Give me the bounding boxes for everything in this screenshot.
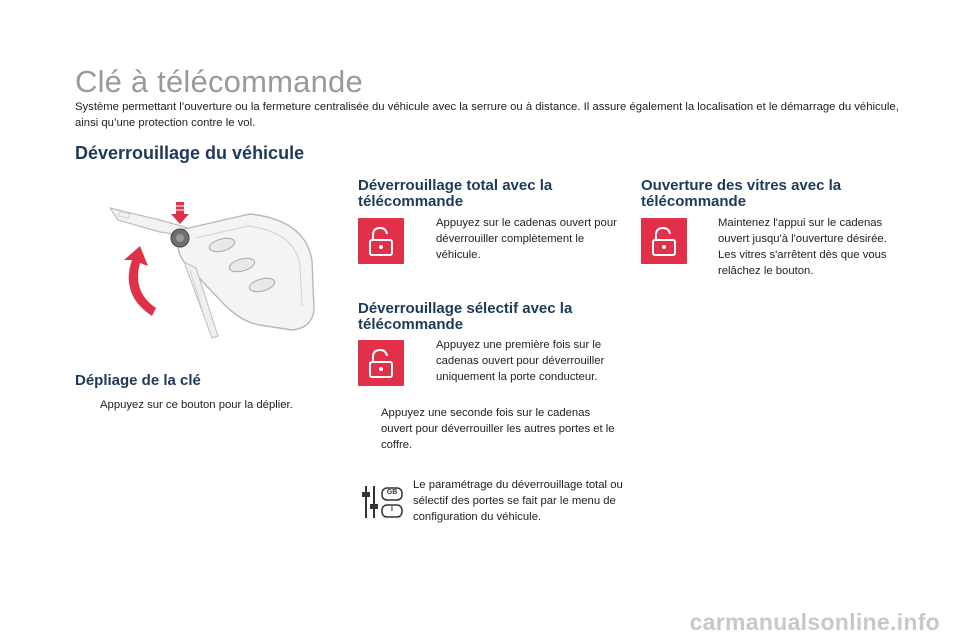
selective-unlock-second-text: Appuyez une seconde fois sur le cadenas ouvert pour déverrouiller les autres portes et le coffre. [381, 407, 615, 451]
section-title: Déverrouillage du véhicule [75, 143, 305, 163]
selective-unlock-heading: Déverrouillage sélectif avec la télécommande [358, 300, 573, 333]
bullet-glyph [363, 405, 381, 453]
selective-unlock-first-instruction [418, 337, 623, 385]
intro-paragraph: Système permettant l’ouverture ou la fermeture centralisée du véhicule avec la serrure ou à distance. Il assure également la localisation et le démarrage du véhicule, ainsi qu’une protection contre le vol. [75, 101, 899, 129]
unlock-icon [641, 218, 687, 264]
key-remote-illustration [100, 190, 325, 350]
settings-sliders-icon [360, 482, 406, 522]
badge-gb: GB [386, 489, 398, 496]
selective-unlock-first-text: Appuyez une première fois sur le cadenas ouvert pour déverrouiller uniquement la porte conducteur. [436, 339, 605, 383]
window-opening-text: Maintenez l'appui sur le cadenas ouvert jusqu'à l'ouverture désirée. Les vitres s'arrêtent dès que vous relâchez le bouton. [718, 217, 887, 277]
window-opening-instruction [700, 215, 905, 279]
page-title: Clé à télécommande [75, 64, 363, 99]
unlock-icon [358, 340, 404, 386]
watermark: carmanualsonline.info [689, 609, 940, 635]
fold-key-heading: Dépliage de la clé [75, 372, 201, 389]
bullet-glyph [418, 215, 436, 263]
fold-key-text: Appuyez sur ce bouton pour la déplier. [100, 399, 293, 411]
badge-i: I [391, 506, 393, 513]
bullet-glyph [700, 215, 718, 279]
bullet-glyph [82, 397, 100, 413]
total-unlock-instruction [418, 215, 618, 263]
configuration-note: Le paramétrage du déverrouillage total ou sélectif des portes se fait par le menu de configuration du véhicule. [413, 479, 623, 523]
bullet-glyph [418, 337, 436, 385]
selective-unlock-second-instruction [363, 405, 618, 453]
fold-key-instruction [82, 397, 332, 413]
total-unlock-heading: Déverrouillage total avec la télécommande [358, 177, 553, 210]
window-opening-heading: Ouverture des vitres avec la télécommande [641, 177, 842, 210]
unlock-icon [358, 218, 404, 264]
total-unlock-text: Appuyez sur le cadenas ouvert pour déverrouiller complètement le véhicule. [436, 217, 617, 261]
